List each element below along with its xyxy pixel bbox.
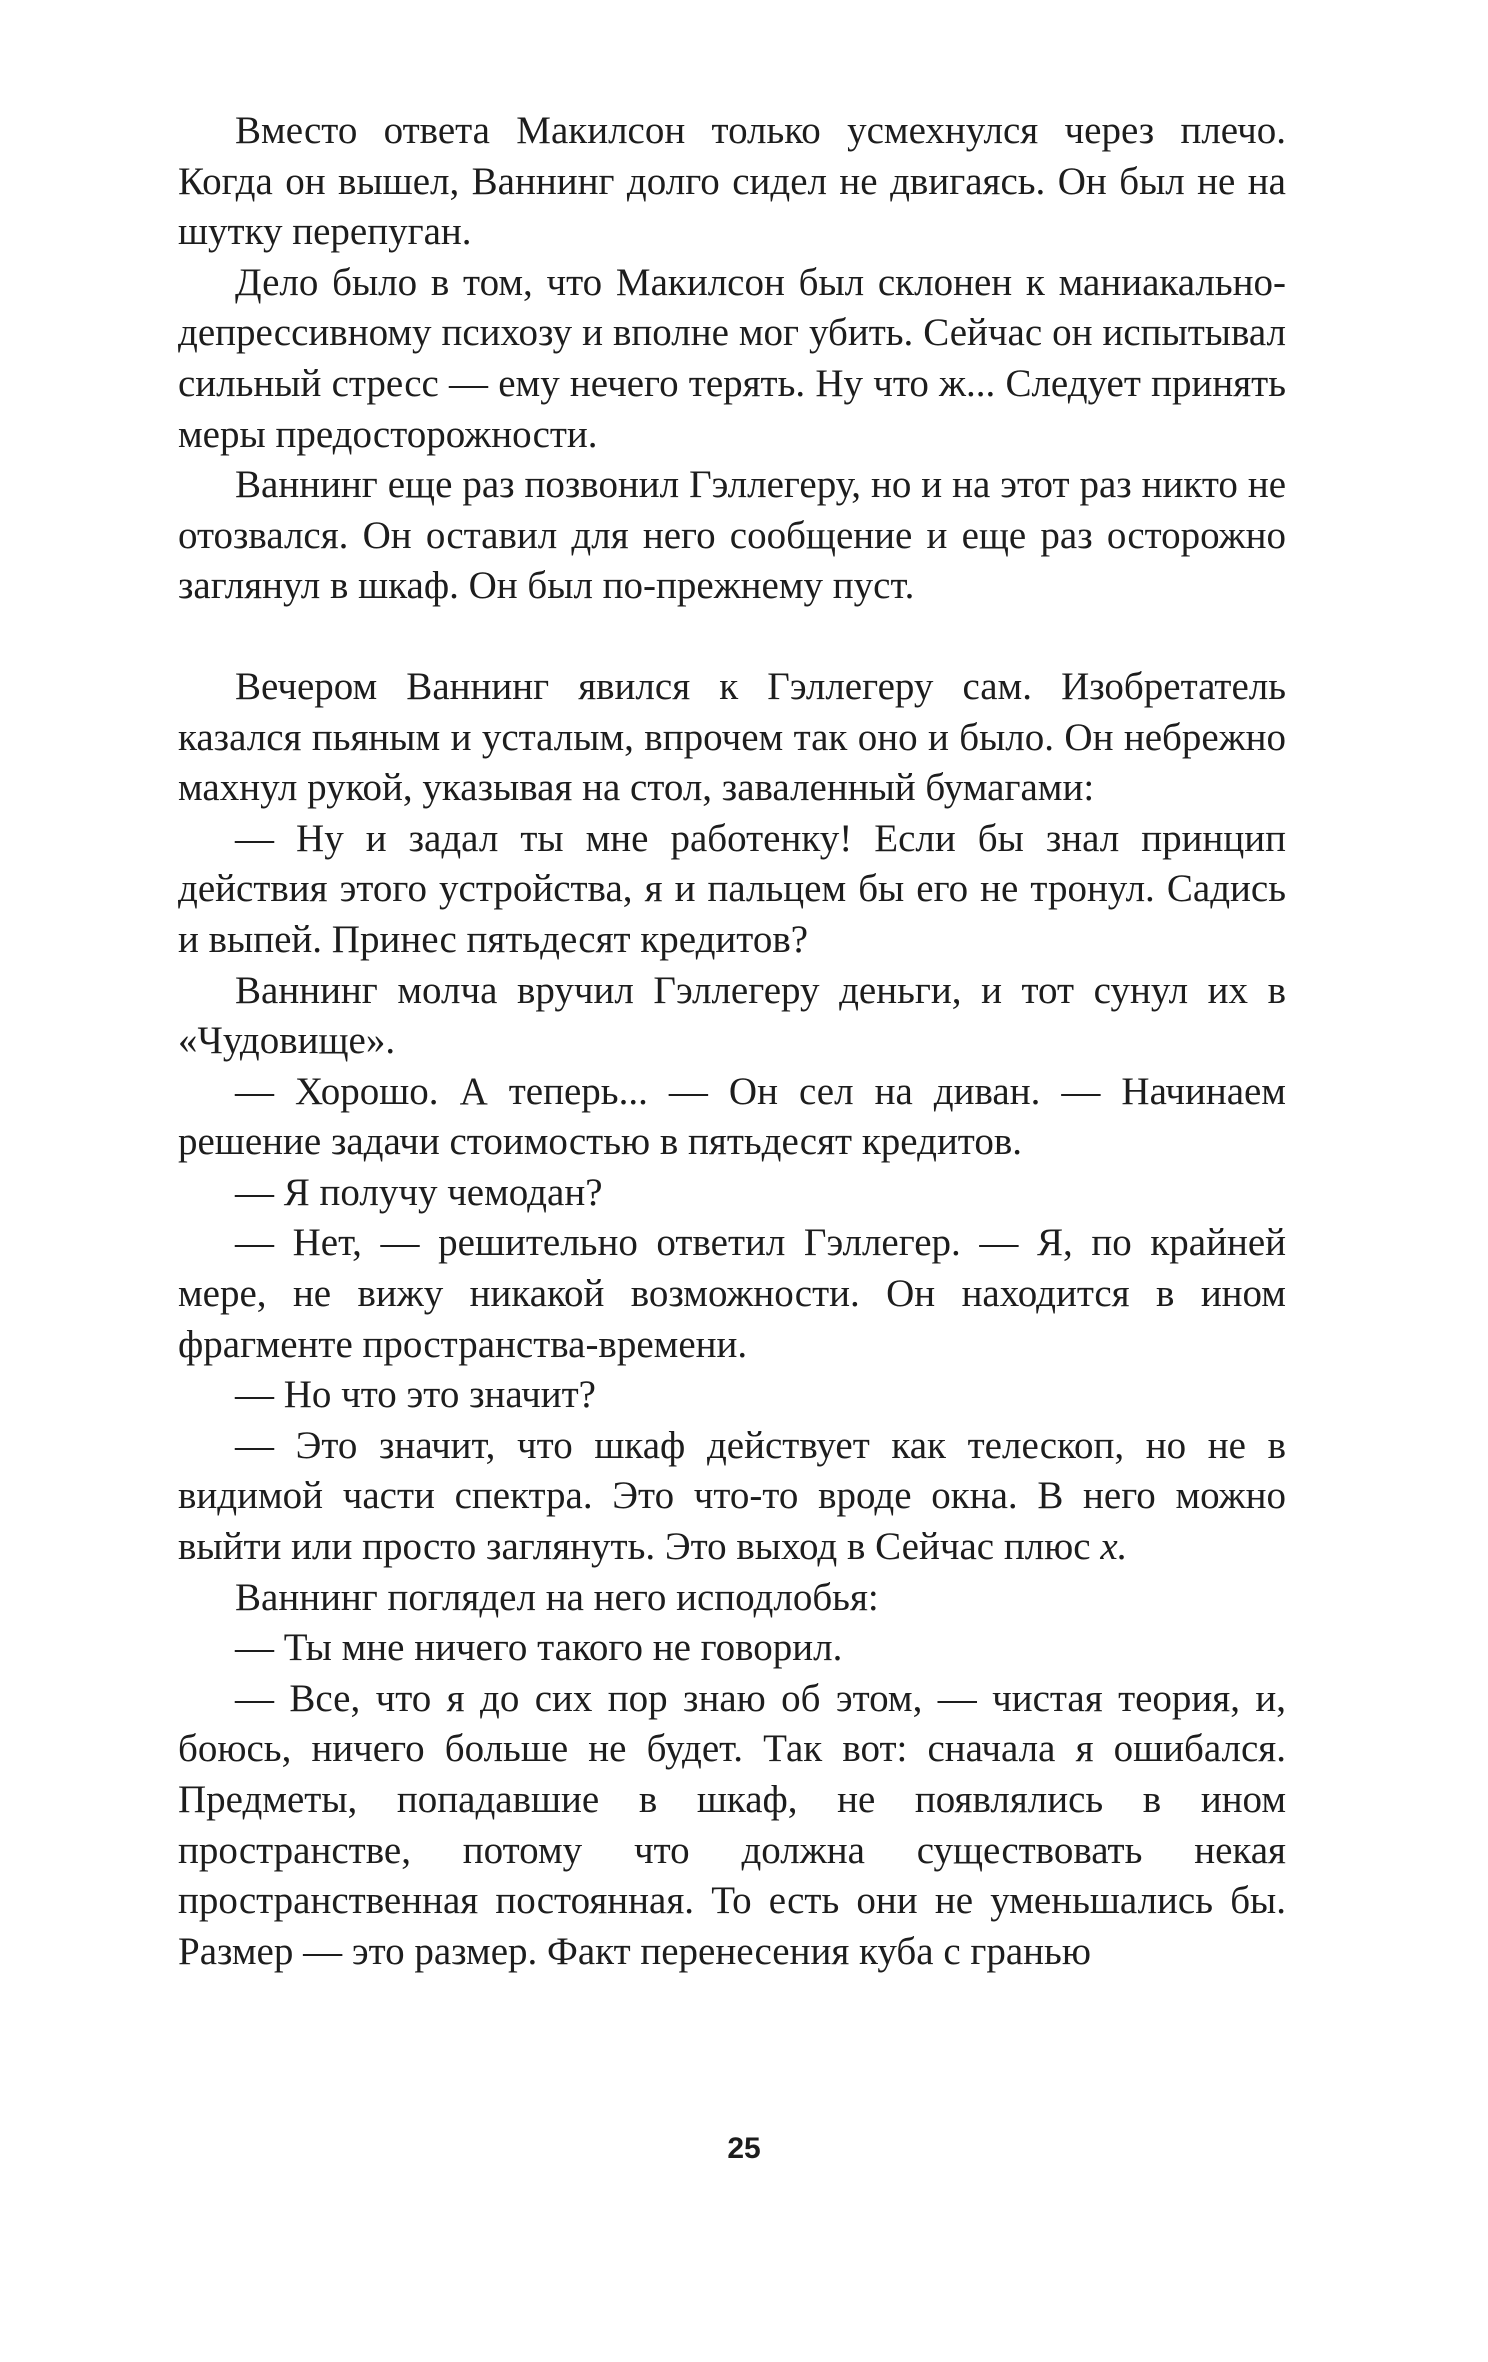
paragraph: — Все, что я до сих пор знаю об этом, — чистая теория, и, боюсь, ничего больше не будет. Так вот: сначала я ошибался. Предметы, попадавшие в шкаф, не появлялись в ином пространстве, потому что должна существовать некая пространственная постоянная. То есть они не уменьшались бы. Размер — это размер. Факт перенесения куба с гранью [178, 1676, 1286, 1973]
paragraph: — Хорошо. А теперь... — Он сел на диван. — Начинаем решение задачи стоимостью в пятьдесят кредитов. [178, 1069, 1286, 1164]
paragraph: Вместо ответа Макилсон только усмехнулся через плечо. Когда он вышел, Ваннинг долго сидел не двигаясь. Он был не на шутку перепуган. [178, 109, 1286, 254]
paragraph: — Я получу чемодан? [235, 1170, 603, 1214]
paragraph: — Но что это значит? [235, 1373, 596, 1417]
paragraph: Ваннинг молча вручил Гэллегеру деньги, и тот сунул их в «Чудовище». [178, 968, 1286, 1063]
paragraph [178, 1421, 1286, 1573]
paragraph: Ваннинг поглядел на него исподлобья: [235, 1575, 879, 1619]
paragraph: — Нет, — решительно ответил Гэллегер. — Я, по крайней мере, не вижу никакой возможности. Он находится в ином фрагменте пространства-времени. [178, 1221, 1286, 1366]
paragraph: Вечером Ваннинг явился к Гэллегеру сам. Изобретатель казался пьяным и усталым, впрочем так оно и было. Он небрежно махнул рукой, указывая на стол, заваленный бумагами: [178, 664, 1286, 810]
paragraph: Ваннинг еще раз позвонил Гэллегеру, но и на этот раз никто не отозвался. Он оставил для него сообщение и еще раз осторожно заглянул в шкаф. Он был по-прежнему пуст. [178, 463, 1286, 608]
paragraph: — Ну и задал ты мне работенку! Если бы знал принцип действия этого устройства, я и пальцем бы его не тронул. Садись и выпей. Принес пятьдесят кредитов? [178, 816, 1286, 961]
page-number: 25 [727, 2132, 761, 2165]
paragraph-text: — Это значит, что шкаф действует как телескоп, но не в видимой части спектра. Это что-то вроде окна. В него можно выйти или просто заглянуть. Это выход в Сейчас плюс [178, 1423, 1286, 1569]
paragraph: — Ты мне ничего такого не говорил. [235, 1626, 843, 1670]
math-variable: x. [1100, 1525, 1128, 1569]
paragraph: Дело было в том, что Макилсон был склонен к маниакально-депрессивному психозу и вполне мог убить. Сейчас он испытывал сильный стресс — ему нечего терять. Ну что ж... Следует принять меры предосторожности. [178, 260, 1286, 456]
body-text [178, 106, 1286, 1977]
